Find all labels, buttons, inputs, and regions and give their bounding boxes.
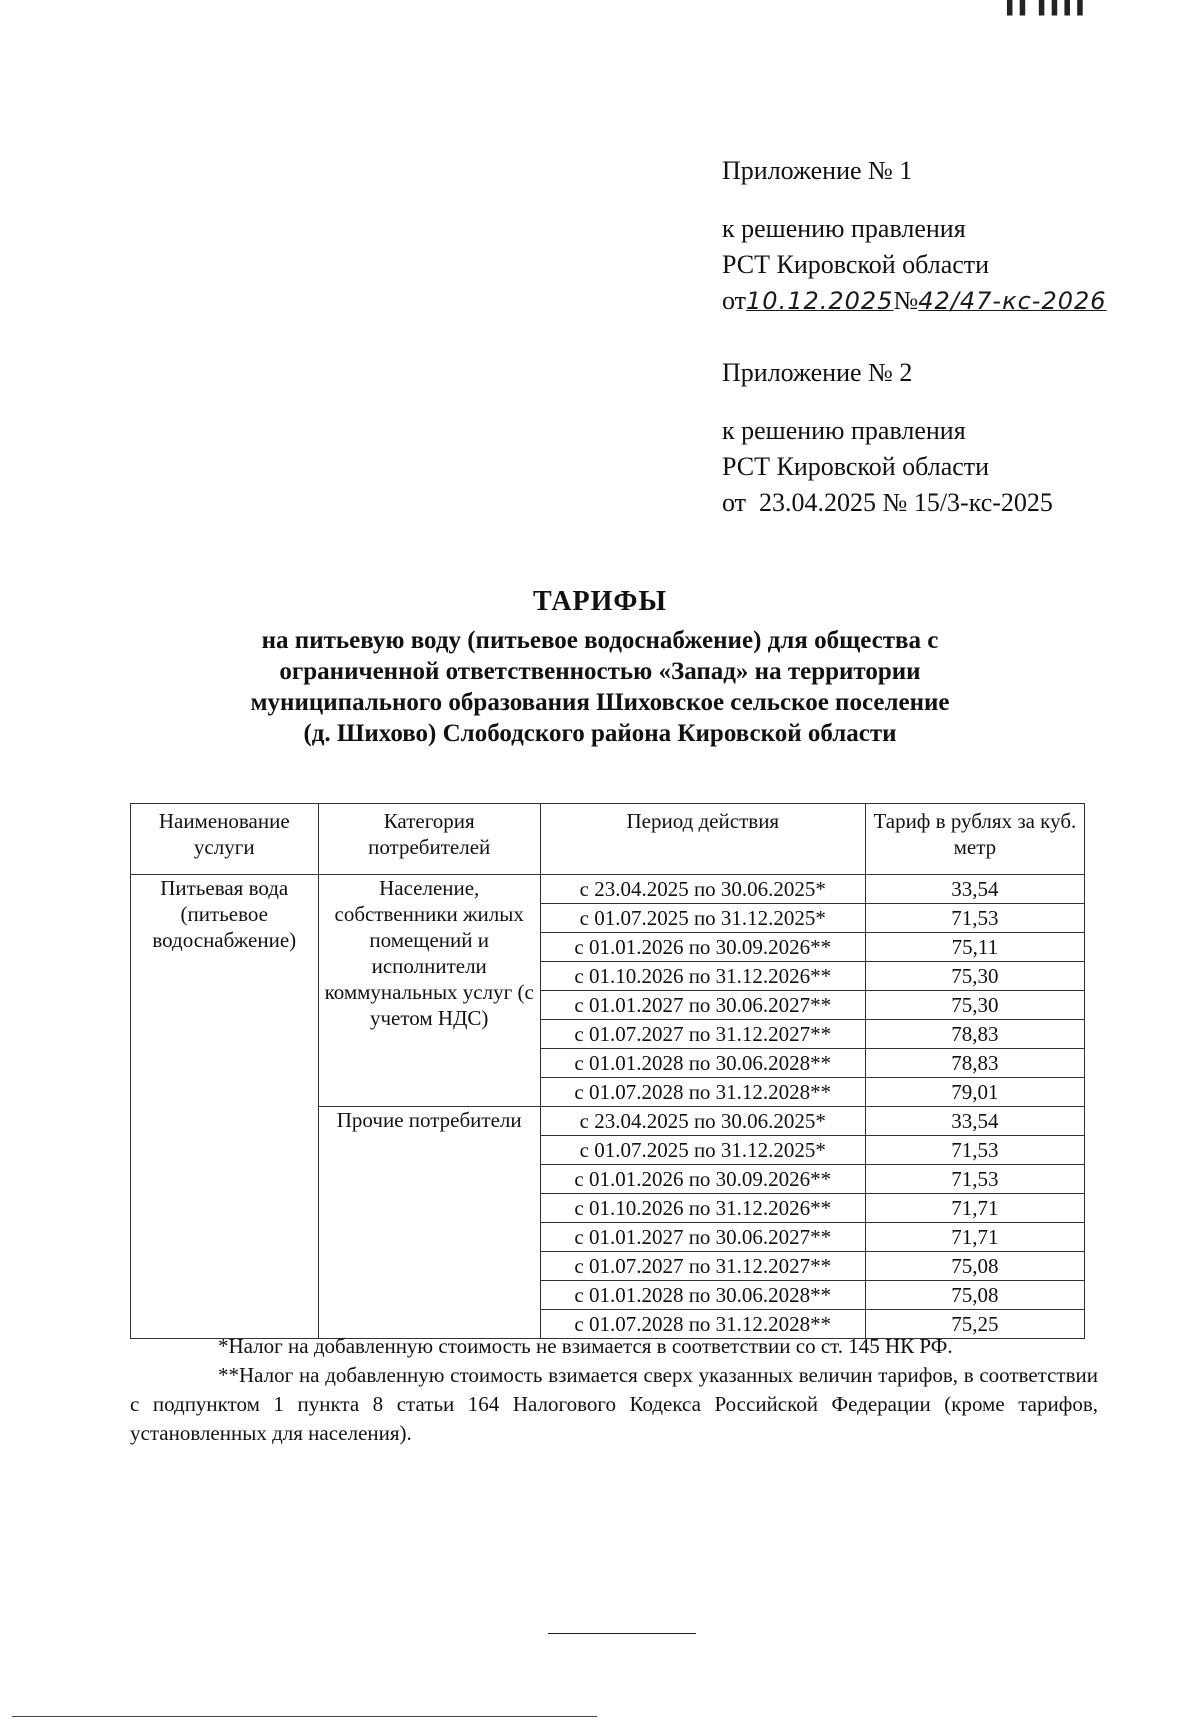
annex-1-from-prefix: от [722, 286, 747, 315]
tariff-cell: 71,53 [865, 1165, 1084, 1194]
service-cell: Питьевая вода (питьевое водоснабжение) [131, 875, 319, 1339]
period-cell: с 23.04.2025 по 30.06.2025* [540, 875, 865, 904]
period-cell: с 01.01.2028 по 30.06.2028** [540, 1049, 865, 1078]
period-cell: с 01.01.2026 по 30.09.2026** [540, 1165, 865, 1194]
annex-2-heading: Приложение № 2 [722, 358, 913, 387]
period-cell: с 01.07.2027 по 31.12.2027** [540, 1020, 865, 1049]
header-category: Категория потребителей [318, 804, 540, 875]
table-row [131, 875, 1085, 904]
tariff-cell: 75,30 [865, 962, 1084, 991]
tariff-cell: 71,71 [865, 1194, 1084, 1223]
category-cell-other: Прочие потребители [318, 1107, 540, 1339]
tariff-cell: 71,53 [865, 1136, 1084, 1165]
period-cell: с 01.07.2025 по 31.12.2025* [540, 1136, 865, 1165]
header-service: Наименование услуги [131, 804, 319, 875]
tariff-cell: 33,54 [865, 1107, 1084, 1136]
tariff-cell: 75,08 [865, 1252, 1084, 1281]
annex-1-block [722, 153, 1107, 319]
tariff-cell: 78,83 [865, 1049, 1084, 1078]
period-cell: с 23.04.2025 по 30.06.2025* [540, 1107, 865, 1136]
period-cell: с 01.07.2025 по 31.12.2025* [540, 904, 865, 933]
period-cell: с 01.10.2026 по 31.12.2026** [540, 1194, 865, 1223]
scan-edge-line [12, 1716, 597, 1717]
annex-1-date-number [722, 283, 1107, 319]
title-line: на питьевую воду (питьевое водоснабжение) для общества с [261, 627, 939, 654]
handwritten-number: 42/47-кс-2026 [918, 287, 1107, 315]
annex-2-block [722, 355, 1053, 521]
period-cell: с 01.01.2028 по 30.06.2028** [540, 1281, 865, 1310]
tariff-cell: 71,53 [865, 904, 1084, 933]
title-line: (д. Шихово) Слободского района Кировской области [303, 720, 897, 747]
period-cell: с 01.07.2028 по 31.12.2028** [540, 1078, 865, 1107]
period-cell: с 01.07.2028 по 31.12.2028** [540, 1310, 865, 1339]
annex-2-line-3: от 23.04.2025 № 15/3-кс-2025 [722, 488, 1053, 517]
tariff-cell: 33,54 [865, 875, 1084, 904]
period-cell: с 01.01.2027 по 30.06.2027** [540, 1223, 865, 1252]
tariff-cell: 75,25 [865, 1310, 1084, 1339]
footnotes [130, 1332, 1098, 1448]
category-cell-population: Население, собственники жилых помещений и исполнители коммунальных услуг (с учетом НДС) [318, 875, 540, 1107]
title-line: ограниченной ответственностью «Запад» на территории [279, 658, 921, 685]
annex-2-line-2: РСТ Кировской области [722, 452, 990, 481]
annex-1-line-2: РСТ Кировской области [722, 250, 990, 279]
annex-2-line-1: к решению правления [722, 416, 966, 445]
footnote-2: **Налог на добавленную стоимость взимается сверх указанных величин тарифов, в соответствии с подпунктом 1 пункта 8 статьи 164 Налогового Кодекса Российской Федерации (кроме тарифов, установленных для населения). [130, 1363, 1098, 1445]
period-cell: с 01.10.2026 по 31.12.2026** [540, 962, 865, 991]
tariff-table [130, 803, 1085, 1339]
end-divider [548, 1633, 696, 1634]
tariff-cell: 71,71 [865, 1223, 1084, 1252]
tariff-cell: 75,30 [865, 991, 1084, 1020]
tariff-cell: 79,01 [865, 1078, 1084, 1107]
period-cell: с 01.07.2027 по 31.12.2027** [540, 1252, 865, 1281]
annex-1-number-prefix: № [893, 286, 919, 315]
footnote-1: *Налог на добавленную стоимость не взимается в соответствии со ст. 145 НК РФ. [218, 1334, 953, 1358]
title-subtitle [150, 625, 1050, 749]
scan-artifact-mark: ▌▌ ▌▌▌▌ [1006, 0, 1090, 16]
annex-1-heading: Приложение № 1 [722, 156, 913, 185]
header-period: Период действия [540, 804, 865, 875]
header-tariff: Тариф в рублях за куб. метр [865, 804, 1084, 875]
tariff-cell: 75,08 [865, 1281, 1084, 1310]
document-title [150, 585, 1050, 749]
annex-1-line-1: к решению правления [722, 214, 966, 243]
period-cell: с 01.01.2027 по 30.06.2027** [540, 991, 865, 1020]
tariff-cell: 78,83 [865, 1020, 1084, 1049]
title-line: муниципального образования Шиховское сельское поселение [250, 689, 950, 716]
title-main: ТАРИФЫ [533, 586, 667, 617]
period-cell: с 01.01.2026 по 30.09.2026** [540, 933, 865, 962]
handwritten-date: 10.12.2025 [746, 287, 894, 315]
table-header-row [131, 804, 1085, 875]
tariff-cell: 75,11 [865, 933, 1084, 962]
